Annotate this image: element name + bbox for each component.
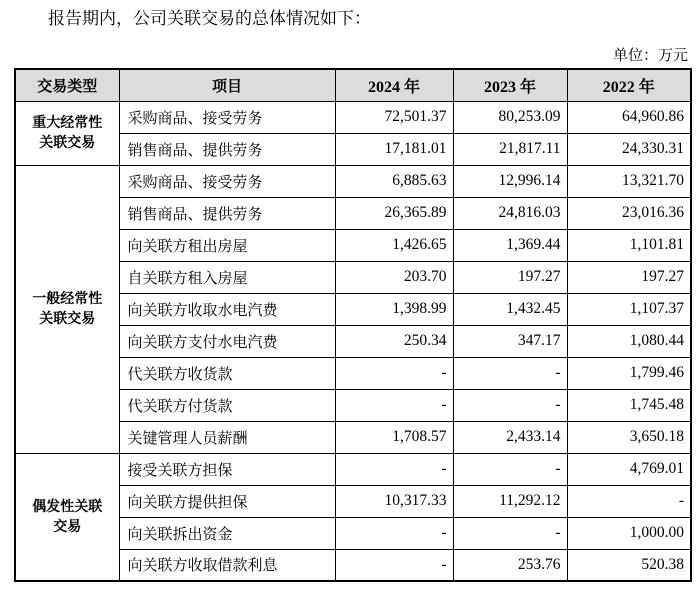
value-2024: 1,708.57 bbox=[335, 421, 453, 453]
value-2024: - bbox=[335, 357, 453, 389]
header-2022: 2022 年 bbox=[567, 69, 691, 101]
value-2024: - bbox=[335, 549, 453, 581]
value-2022: 1,000.00 bbox=[567, 517, 691, 549]
value-2023: 1,432.45 bbox=[453, 293, 567, 325]
row-item: 销售商品、提供劳务 bbox=[119, 133, 335, 165]
unit-label: 单位：万元 bbox=[612, 46, 688, 64]
value-2024: 250.34 bbox=[335, 325, 453, 357]
table-row bbox=[15, 453, 691, 485]
row-item: 向关联方租出房屋 bbox=[119, 229, 335, 261]
row-item: 代关联方收货款 bbox=[119, 357, 335, 389]
value-2023: 253.76 bbox=[453, 549, 567, 581]
related-transactions-table bbox=[14, 68, 692, 582]
value-2023: - bbox=[453, 389, 567, 421]
value-2024: 26,365.89 bbox=[335, 197, 453, 229]
value-2022: 1,101.81 bbox=[567, 229, 691, 261]
value-2023: 21,817.11 bbox=[453, 133, 567, 165]
row-item: 向关联方支付水电汽费 bbox=[119, 325, 335, 357]
value-2022: 1,107.37 bbox=[567, 293, 691, 325]
value-2023: 197.27 bbox=[453, 261, 567, 293]
value-2023: - bbox=[453, 517, 567, 549]
header-category: 交易类型 bbox=[15, 69, 119, 101]
row-item: 自关联方租入房屋 bbox=[119, 261, 335, 293]
value-2023: - bbox=[453, 357, 567, 389]
value-2023: 12,996.14 bbox=[453, 165, 567, 197]
category-major-recurring: 重大经常性 关联交易 bbox=[15, 101, 119, 165]
row-item: 采购商品、接受劳务 bbox=[119, 101, 335, 133]
row-item: 销售商品、提供劳务 bbox=[119, 197, 335, 229]
value-2024: 10,317.33 bbox=[335, 485, 453, 517]
value-2022: 1,799.46 bbox=[567, 357, 691, 389]
value-2022: 24,330.31 bbox=[567, 133, 691, 165]
value-2023: 2,433.14 bbox=[453, 421, 567, 453]
value-2023: 347.17 bbox=[453, 325, 567, 357]
row-item: 向关联拆出资金 bbox=[119, 517, 335, 549]
row-item: 关键管理人员薪酬 bbox=[119, 421, 335, 453]
value-2023: 24,816.03 bbox=[453, 197, 567, 229]
value-2024: - bbox=[335, 453, 453, 485]
row-item: 代关联方付货款 bbox=[119, 389, 335, 421]
intro-text: 报告期内，公司关联交易的总体情况如下： bbox=[48, 9, 371, 29]
row-item: 向关联方收取水电汽费 bbox=[119, 293, 335, 325]
row-item: 采购商品、接受劳务 bbox=[119, 165, 335, 197]
value-2024: - bbox=[335, 517, 453, 549]
value-2024: 6,885.63 bbox=[335, 165, 453, 197]
category-occasional: 偶发性关联 交易 bbox=[15, 453, 119, 581]
row-item: 向关联方收取借款利息 bbox=[119, 549, 335, 581]
row-item: 向关联方提供担保 bbox=[119, 485, 335, 517]
value-2022: 13,321.70 bbox=[567, 165, 691, 197]
header-item: 项目 bbox=[119, 69, 335, 101]
value-2022: 1,080.44 bbox=[567, 325, 691, 357]
value-2022: 3,650.18 bbox=[567, 421, 691, 453]
value-2024: 1,398.99 bbox=[335, 293, 453, 325]
table-header-row bbox=[15, 69, 691, 101]
value-2024: 1,426.65 bbox=[335, 229, 453, 261]
header-2023: 2023 年 bbox=[453, 69, 567, 101]
value-2022: 23,016.36 bbox=[567, 197, 691, 229]
table-body bbox=[15, 101, 691, 581]
header-2024: 2024 年 bbox=[335, 69, 453, 101]
value-2024: 203.70 bbox=[335, 261, 453, 293]
value-2024: 17,181.01 bbox=[335, 133, 453, 165]
value-2022: 64,960.86 bbox=[567, 101, 691, 133]
row-item: 接受关联方担保 bbox=[119, 453, 335, 485]
value-2023: 1,369.44 bbox=[453, 229, 567, 261]
value-2023: 11,292.12 bbox=[453, 485, 567, 517]
table-row bbox=[15, 165, 691, 197]
value-2022: 197.27 bbox=[567, 261, 691, 293]
value-2023: 80,253.09 bbox=[453, 101, 567, 133]
value-2022: 4,769.01 bbox=[567, 453, 691, 485]
category-general-recurring: 一般经常性 关联交易 bbox=[15, 165, 119, 453]
table-row bbox=[15, 101, 691, 133]
value-2022: - bbox=[567, 485, 691, 517]
value-2022: 1,745.48 bbox=[567, 389, 691, 421]
value-2024: - bbox=[335, 389, 453, 421]
value-2022: 520.38 bbox=[567, 549, 691, 581]
value-2023: - bbox=[453, 453, 567, 485]
value-2024: 72,501.37 bbox=[335, 101, 453, 133]
